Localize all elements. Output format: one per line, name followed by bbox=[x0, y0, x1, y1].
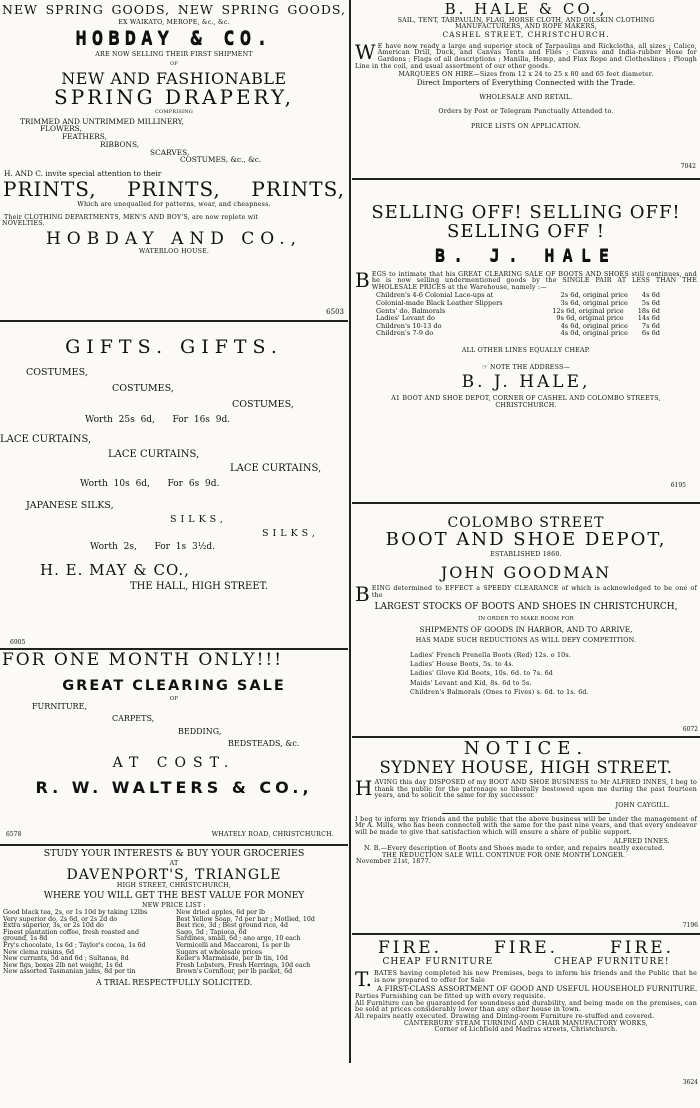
davenport-ad bbox=[0, 849, 348, 1084]
bates-p3: All repairs neatly executed. Drawing and Dining-room Furniture re-stuffed and covered. bbox=[355, 1013, 655, 1021]
may-lace-2: LACE CURTAINS, bbox=[108, 448, 200, 460]
may-worth-1: Worth 25s 6d, bbox=[85, 414, 155, 425]
right-column bbox=[352, 0, 700, 1086]
walters-bedsteads: BEDSTEADS, &c. bbox=[228, 739, 300, 748]
bj-hale-item-price: 2s 6d, original price bbox=[560, 291, 628, 300]
bj-hale-price-list bbox=[352, 292, 700, 337]
may-ref: 6905 bbox=[10, 638, 26, 646]
notice-sydney: SYDNEY HOUSE, HIGH STREET. bbox=[379, 757, 673, 777]
bates-ref: 3624 bbox=[682, 1078, 698, 1086]
bj-hale-note-text: NOTE THE ADDRESS— bbox=[490, 363, 570, 371]
walters-bedding: BEDDING, bbox=[178, 726, 222, 736]
davenport-price-item: New figs, boxes 2lb net weight, 1s 6d bbox=[3, 961, 123, 969]
walters-of: OF bbox=[169, 696, 179, 703]
bates-fire bbox=[352, 940, 700, 958]
notice-dropcap: H bbox=[355, 776, 373, 801]
goodman-price-item: Ladies' House Boots, 5s. to 4s. bbox=[410, 661, 514, 668]
notice-ref: 7196 bbox=[682, 921, 698, 929]
bj-hale-item-name: Ladies' Levant do bbox=[376, 314, 435, 323]
hobday-address: WATERLOO HOUSE. bbox=[138, 247, 210, 255]
davenport-price-item: New currants, 5d and 6d ; Sultanas, 8d bbox=[3, 955, 129, 963]
davenport-name: DAVENPORT'S, TRIANGLE bbox=[66, 866, 282, 883]
hale-co-body-text: E have now ready a large and superior stock of Tarpaulins and Rickcloths, all sizes ; Calico, American Drill, Duck, and Canvas Tents and Flies ; Canvas and India-rubber Hose for Gardens ; Flags of all descriptions ; Manilla, Hemp, and Flax Rope and Clotheslines ; Plough Line in the coil, and usual assortment of our other goods. bbox=[355, 42, 697, 70]
hobday-print-word: PRINTS, bbox=[251, 176, 345, 201]
bates-works: CANTERBURY STEAM TURNING AND CHAIR MANUFACTORY WORKS, bbox=[404, 1019, 648, 1027]
bj-hale-address-2: CHRISTCHURCH. bbox=[495, 401, 557, 409]
bj-hale-item-name: Gents' do. Balmorals bbox=[376, 306, 446, 315]
bj-hale-body bbox=[352, 267, 700, 292]
bates-assortment: A FIRST-CLASS ASSORTMENT OF GOOD AND USEFUL HOUSEHOLD FURNITURE. bbox=[376, 983, 698, 993]
bj-hale-item-orig: 6s 6d bbox=[641, 329, 660, 338]
goodman-price-item: Ladies' French Prenella Boots (Red) 12s. o 10s. bbox=[410, 651, 572, 659]
walters-title: FOR ONE MONTH ONLY!!! bbox=[2, 650, 284, 670]
hobday-new-fashionable: NEW AND FASHIONABLE bbox=[61, 68, 287, 88]
davenport-price-list: NEW PRICE LIST : bbox=[142, 902, 206, 910]
goodman-price-item: Maids' Levant and Kid, 8s. 6d to 5s. bbox=[410, 679, 532, 687]
davenport-price-item: Sago, 5d ; Tapioca, 6d bbox=[176, 928, 247, 936]
bates-cheap bbox=[352, 958, 700, 967]
goodman-order: IN ORDER TO MAKE ROOM FOR bbox=[478, 615, 574, 622]
walters-address: WHATELY ROAD, CHRISTCHURCH. bbox=[211, 831, 334, 839]
may-ad bbox=[0, 338, 348, 650]
davenport-price-item: Fresh Lobsters, Fresh Herrings, 10d each bbox=[176, 961, 311, 969]
bj-hale-item-name: Children's 7-9 do bbox=[376, 329, 434, 338]
walters-at-cost: AT COST. bbox=[112, 755, 236, 772]
walters-carpets: CARPETS, bbox=[112, 714, 155, 724]
goodman-largest: LARGEST STOCKS OF BOOTS AND SHOES IN CHRISTCHURCH, bbox=[374, 602, 678, 613]
hobday-headline-word: GOODS, bbox=[287, 2, 346, 17]
pointing-hand-icon: ☞ bbox=[481, 363, 491, 371]
bj-hale-item-price: 9s 6d, original price bbox=[556, 314, 624, 323]
hobday-headline-word: NEW bbox=[2, 2, 38, 17]
hobday-comprising: COMPRISING bbox=[155, 109, 193, 116]
goodman-body-text: EING determined to EFFECT a SPEEDY CLEARANCE of which is acknowledged to be one of the bbox=[371, 584, 697, 599]
may-for-2: For 6s 9d. bbox=[167, 478, 220, 489]
bj-hale-body-text: EGS to intimate that his GREAT CLEARING SALE OF BOOTS AND SHOES still continues, and he is now selling undermentioned goods by the SINGLE PAIR AT LESS THAN THE WHOLESALE PRICES at the Warehouse, namely :— bbox=[371, 270, 697, 291]
davenport-price-item: New clema raisins, 6d bbox=[3, 948, 74, 956]
bj-hale-other: ALL OTHER LINES EQUALLY CHEAP. bbox=[461, 346, 591, 354]
davenport-price-item: Finest plantation coffee, fresh roasted and bbox=[3, 928, 139, 936]
bj-hale-ref: 6195 bbox=[670, 481, 686, 489]
hale-co-marquees: MARQUEES ON HIRE—Sizes from 12 x 24 to 25 x 80 and 65 feet diameter. bbox=[398, 71, 654, 79]
notice-body-2: I beg to inform my friends and the public that the above business will be under the management of Mr A. Mills, who has been connected with the same for the past nine years, and that every endeavor will be made to give that satisfaction which will ensure a share of public support. bbox=[355, 815, 697, 836]
goodman-ad bbox=[352, 516, 700, 738]
bj-hale-item-orig: 4s 6d bbox=[641, 291, 660, 300]
hobday-headline-word: NEW bbox=[177, 2, 214, 17]
bj-hale-price-row bbox=[376, 330, 660, 338]
davenport-price-item: Extra superior, 3s, or 2s 10d do bbox=[3, 922, 104, 930]
goodman-name: JOHN GOODMAN bbox=[440, 563, 612, 583]
goodman-shipments: SHIPMENTS OF GOODS IN HARBOR, AND TO ARRIVE, bbox=[419, 625, 633, 635]
hobday-headline-word: SPRING bbox=[45, 2, 104, 17]
davenport-price-table bbox=[0, 910, 348, 976]
hobday-selling: ARE NOW SELLING THEIR FIRST SHIPMENT bbox=[95, 50, 253, 58]
hobday-unequalled: Which are unequalled for patterns, wear, and cheapness. bbox=[77, 200, 271, 208]
may-silks-3: SILKS, bbox=[262, 528, 319, 540]
may-lace-1: LACE CURTAINS, bbox=[0, 434, 92, 446]
davenport-price-item: New dried apples, 6d per lb bbox=[176, 908, 266, 916]
bates-p1: Parties Furnishing can be fitted up with every requisite. bbox=[355, 993, 546, 1001]
bj-hale-dropcap: B bbox=[355, 267, 370, 292]
davenport-price-item: Vermicelli and Maccaroni, 1s per lb bbox=[176, 941, 290, 949]
goodman-est: ESTABLISHED 1860. bbox=[490, 550, 562, 558]
bj-hale-item-price: 4s 0d, original price bbox=[560, 329, 628, 338]
hobday-ref: 6503 bbox=[326, 307, 344, 316]
hobday-ad bbox=[0, 0, 348, 322]
hobday-ships: EX WAIKATO, MEROPE, &c., &c. bbox=[118, 19, 230, 27]
bj-hale-name-2: B. J. HALE, bbox=[461, 372, 591, 393]
goodman-dropcap: B bbox=[355, 581, 370, 606]
bj-hale-item-price: 12s 6d, original price bbox=[552, 306, 624, 315]
bj-hale-name: B. J. HALE bbox=[434, 245, 618, 266]
davenport-price-item: Brown's Cornflour, per lb packet, 6d bbox=[176, 968, 293, 976]
hobday-invite: H. AND C. invite special attention to their bbox=[4, 169, 162, 179]
bj-hale-item-orig: 14s 6d bbox=[637, 314, 660, 323]
bates-fire-word: FIRE. bbox=[377, 938, 443, 958]
may-price-2 bbox=[0, 480, 348, 489]
bates-cheap-2: CHEAP FURNITURE! bbox=[554, 956, 670, 967]
goodman-body bbox=[352, 581, 700, 606]
may-name: H. E. MAY & CO., bbox=[40, 560, 190, 579]
may-costumes-2: COSTUMES, bbox=[112, 382, 174, 394]
bj-hale-note bbox=[352, 365, 700, 372]
bj-hale-item-price: 3s 6d, original price bbox=[560, 299, 628, 308]
bates-body-text: BATES having completed his new Premises, begs to inform his friends and the Public that he is now prepared to offer for Sale bbox=[374, 970, 697, 984]
bates-corner: Corner of Lichfield and Madras streets, Christchurch. bbox=[434, 1026, 618, 1034]
hobday-novelties: NOVELTIES. bbox=[2, 220, 45, 228]
notice-title: NOTICE. bbox=[463, 738, 589, 759]
davenport-price-item: Sugars at wholesale prices bbox=[176, 948, 262, 956]
bj-hale-address-1: A1 BOOT AND SHOE DEPOT, CORNER OF CASHEL AND COLOMBO STREETS, bbox=[391, 394, 661, 402]
walters-furniture: FURNITURE, bbox=[32, 701, 87, 711]
hale-co-importers: Direct Importers of Everything Connected with the Trade. bbox=[416, 77, 636, 87]
bj-hale-sell-2: SELLING OFF ! bbox=[446, 220, 606, 242]
hale-co-orders: Orders by Post or Telegram Punctually Attended to. bbox=[438, 108, 614, 116]
may-silks-2: SILKS, bbox=[170, 514, 227, 526]
bj-hale-item-price: 4s 6d, original price bbox=[560, 321, 628, 330]
bj-hale-item-orig: 5s 6d bbox=[641, 299, 660, 308]
goodman-ref: 6072 bbox=[682, 725, 698, 733]
goodman-line-2: BOOT AND SHOE DEPOT, bbox=[385, 528, 667, 550]
goodman-price-item: Ladies' Glove Kid Boots, 10s. 6d. to 7s. 6d bbox=[410, 670, 554, 678]
hobday-headline-word: GOODS, bbox=[111, 2, 171, 17]
bj-hale-item-name: Colonial-made Black Leather Slippers bbox=[376, 299, 503, 308]
bates-cheap-1: CHEAP FURNITURE bbox=[382, 956, 494, 967]
may-for-3: For 1s 3½d. bbox=[154, 542, 216, 553]
hobday-footer: HOBDAY AND CO., bbox=[45, 228, 303, 249]
walters-name: R. W. WALTERS & CO., bbox=[35, 778, 313, 798]
bj-hale-item-name: Children's 4-6 Colonial Lace-ups at bbox=[376, 291, 494, 300]
notice-date: November 21st, 1877. bbox=[356, 858, 432, 866]
bates-p2: All Furniture can be guaranteed for soundness and durability, and being made on the premises, can be sold at prices considerably lower than any other house in town. bbox=[355, 999, 697, 1014]
may-worth-2: Worth 10s 6d, bbox=[80, 478, 150, 489]
bates-ad bbox=[352, 940, 700, 1108]
hobday-feathers: FEATHERS, bbox=[62, 132, 107, 142]
hobday-headline bbox=[0, 0, 348, 16]
goodman-reductions: HAS MADE SUCH REDUCTIONS AS WILL DEFY COMPETITION. bbox=[415, 636, 637, 644]
davenport-address: HIGH STREET, CHRISTCHURCH, bbox=[116, 882, 232, 890]
hobday-clothing: Their CLOTHING DEPARTMENTS, MEN'S AND BOY'S, are now replete wit bbox=[4, 213, 259, 221]
notice-ad bbox=[352, 740, 700, 935]
notice-body-1 bbox=[352, 776, 700, 801]
bates-dropcap: T. bbox=[355, 967, 373, 992]
hobday-costumes: COSTUMES, &c., &c. bbox=[180, 155, 262, 165]
notice-reduction: THE REDUCTION SALE WILL CONTINUE FOR ONE MONTH LONGER. bbox=[382, 851, 626, 859]
davenport-price-item: Fry's chocolate, 1s 6d ; Taylor's cocoa, 1s 6d bbox=[3, 941, 146, 949]
hobday-of: OF bbox=[170, 61, 178, 68]
bj-hale-item-orig: 7s 6d bbox=[641, 321, 660, 330]
hobday-headline-word: SPRING bbox=[221, 2, 280, 17]
notice-sign-1: JOHN CAYGILL. bbox=[615, 802, 670, 810]
notice-sign-2: ALFRED INNES. bbox=[613, 838, 670, 846]
hale-co-line-1: SAIL, TENT, TARPAULIN, FLAG, HORSE CLOTH, AND OILSKIN CLOTHING bbox=[397, 16, 655, 24]
hale-co-wholesale: WHOLESALE AND RETAIL. bbox=[479, 93, 573, 101]
davenport-price-item: Good black tea, 2s, or 1s 10d by taking 12lbs bbox=[3, 908, 148, 916]
goodman-price-list bbox=[352, 651, 700, 698]
bj-hale-item-name: Children's 10-13 do bbox=[376, 321, 442, 330]
hale-co-ad bbox=[352, 2, 700, 180]
hobday-prints bbox=[0, 178, 348, 200]
davenport-price-item: Sardines, small, 6d ; ano arge, 10 each bbox=[176, 935, 301, 943]
davenport-price-item: New assorted Tasmanian jams, 8d per tin bbox=[3, 968, 136, 976]
may-price-3 bbox=[0, 543, 348, 552]
may-costumes-1: COSTUMES, bbox=[26, 366, 88, 378]
hobday-print-word: PRINTS, bbox=[127, 176, 221, 201]
bates-fire-word: FIRE. bbox=[609, 938, 675, 958]
davenport-best: WHERE YOU WILL GET THE BEST VALUE FOR MONEY bbox=[43, 890, 305, 901]
hale-co-name: B. HALE & CO., bbox=[444, 0, 608, 18]
notice-divider bbox=[442, 813, 610, 814]
may-price-1 bbox=[0, 416, 348, 425]
may-address: THE HALL, HIGH STREET. bbox=[130, 581, 269, 593]
notice-nb: N. B.—Every description of Boots and Shoes made to order, and repairs neatly executed. bbox=[364, 845, 665, 853]
column-rule bbox=[349, 0, 351, 1063]
notice-body-1-text: AVING this day DISPOSED of my BOOT AND SHOE BUSINESS to Mr ALFRED INNES, I beg to thank the public for the patronage so liberally bestowed upon me during the past fourteen years, and to solicit the same for my successor. bbox=[374, 779, 697, 800]
davenport-at: AT bbox=[169, 859, 179, 867]
davenport-price-item: Keiler's Marmalade, per lb tin, 10d bbox=[176, 955, 288, 963]
bates-fire-word: FIRE. bbox=[493, 938, 559, 958]
hobday-print-word: PRINTS, bbox=[3, 176, 97, 201]
goodman-price-item: Children's Balmorals (Ones to Fives) s. 6d. to 1s. 6d. bbox=[410, 689, 589, 697]
hale-co-ref: 7042 bbox=[680, 162, 696, 170]
davenport-headline: STUDY YOUR INTERESTS & BUY YOUR GROCERIES bbox=[43, 848, 305, 859]
hale-co-line-3: CASHEL STREET, CHRISTCHURCH. bbox=[442, 29, 610, 39]
hobday-scarves: SCARVES, bbox=[150, 147, 190, 157]
may-worth-3: Worth 2s, bbox=[90, 542, 137, 553]
hobday-spring-drapery: SPRING DRAPERY, bbox=[54, 85, 294, 110]
may-silks-1: JAPANESE SILKS, bbox=[26, 500, 114, 512]
bj-hale-sell-1: SELLING OFF! SELLING OFF! bbox=[371, 202, 681, 223]
left-column bbox=[0, 0, 348, 1063]
may-title: GIFTS. GIFTS. bbox=[65, 336, 283, 358]
davenport-price-item: Best rice, 3d ; Best ground rice, 4d bbox=[176, 922, 288, 930]
hobday-ribbons: RIBBONS, bbox=[100, 139, 140, 149]
hale-co-dropcap: W bbox=[355, 39, 376, 64]
bj-hale-ad bbox=[352, 204, 700, 504]
hale-co-price-lists: PRICE LISTS ON APPLICATION. bbox=[470, 122, 582, 130]
may-lace-3: LACE CURTAINS, bbox=[230, 463, 322, 475]
walters-ref: 6578 bbox=[6, 830, 22, 838]
davenport-price-item: Best Yellow Soap, 7d per bar ; Motlied, 10d bbox=[176, 915, 315, 923]
davenport-trial: A TRIAL RESPECTFULLY SOLICITED. bbox=[95, 978, 253, 988]
hobday-millinery: TRIMMED AND UNTRIMMED MILLINERY, bbox=[20, 116, 184, 126]
hale-co-body bbox=[352, 39, 700, 70]
davenport-price-item: ground, 1s 8d bbox=[3, 935, 48, 943]
hobday-name: HOBDAY & CO. bbox=[75, 26, 273, 49]
walters-sale: GREAT CLEARING SALE bbox=[62, 677, 286, 694]
bj-hale-item-orig: 18s 6d bbox=[637, 306, 660, 315]
may-for-1: For 16s 9d. bbox=[172, 414, 231, 425]
walters-ad bbox=[0, 652, 348, 846]
hobday-flowers: FLOWERS, bbox=[40, 124, 82, 134]
hale-co-line-2: MANUFACTURERS, AND ROPE MAKERS, bbox=[455, 23, 597, 31]
davenport-price-item: Very superior do, 2s 6d, or 2s 2d do bbox=[3, 915, 118, 923]
may-costumes-3: COSTUMES, bbox=[232, 398, 294, 410]
goodman-line-1: COLOMBO STREET bbox=[447, 515, 605, 531]
